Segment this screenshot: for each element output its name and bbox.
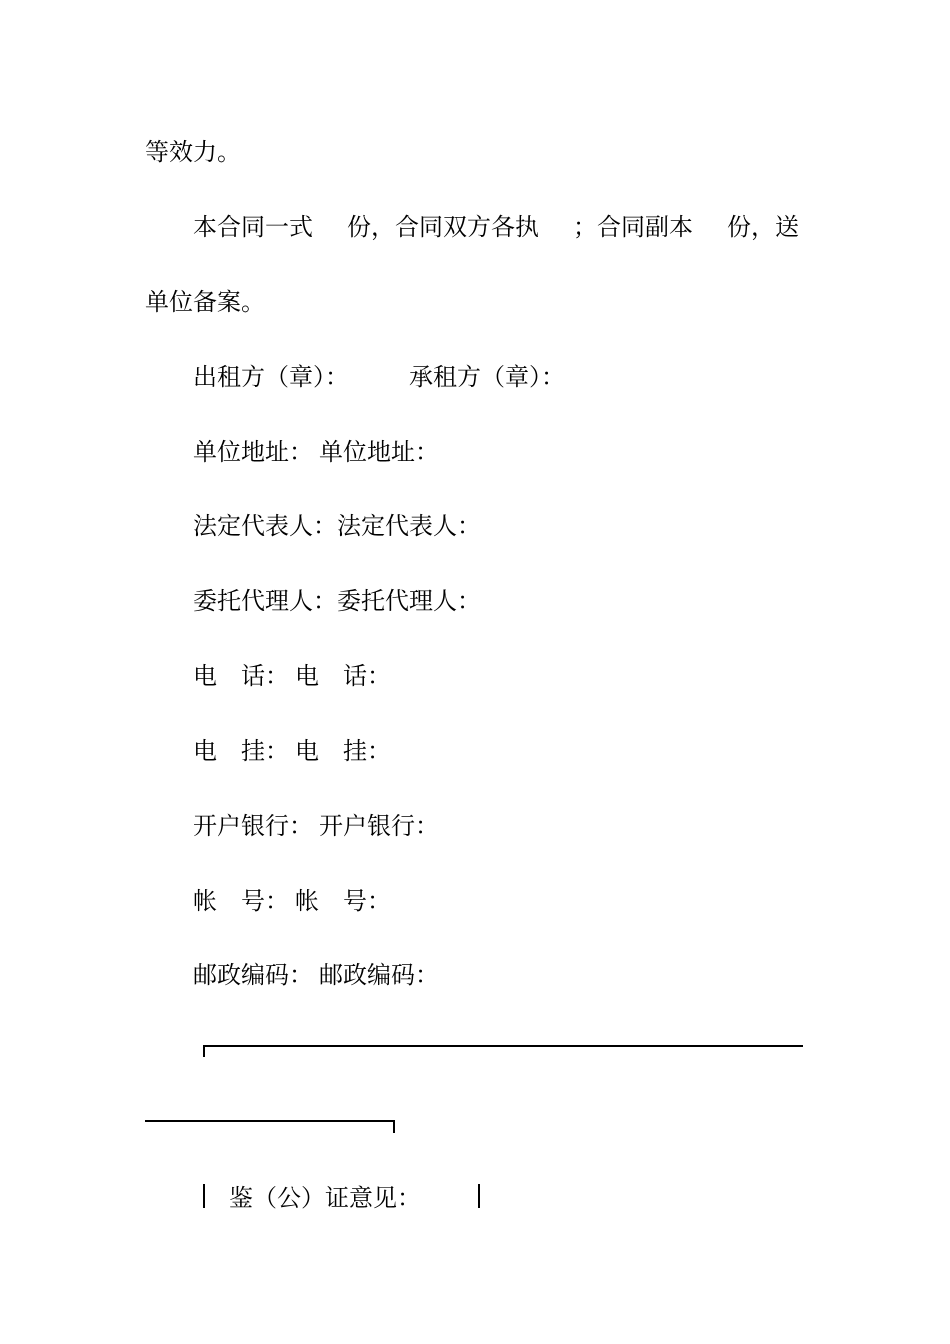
filing-line: 单位备案。	[145, 288, 265, 316]
box-right-border	[478, 1184, 480, 1208]
copies-line	[193, 212, 799, 242]
lessor-seal-label: 出租方（章）：	[193, 363, 349, 391]
bank-line	[193, 811, 439, 841]
text-equal-effect: 等效力。	[145, 138, 241, 166]
copies-part3: ；合同副本	[573, 213, 693, 241]
lessee-seal-label: 承租方（章）：	[409, 363, 565, 391]
address-line	[193, 437, 439, 467]
notary-opinion-label: 鉴（公）证意见：	[229, 1184, 421, 1212]
telegraph-right: 电 挂：	[295, 737, 391, 765]
box-wrap-border	[145, 1120, 395, 1122]
address-right: 单位地址：	[319, 438, 439, 466]
box-top-border	[203, 1045, 803, 1047]
account-left: 帐 号：	[193, 887, 289, 915]
telegraph-left: 电 挂：	[193, 737, 289, 765]
bank-left: 开户银行：	[193, 812, 313, 840]
phone-right: 电 话：	[295, 662, 391, 690]
legal-rep-line	[193, 511, 481, 541]
agent-left: 委托代理人：	[193, 587, 337, 615]
phone-line	[193, 661, 391, 691]
postal-left: 邮政编码：	[193, 961, 313, 989]
copies-part2: 份，合同双方各执	[347, 213, 539, 241]
bank-right: 开户银行：	[319, 812, 439, 840]
copies-part4: 份，送	[727, 213, 799, 241]
postal-line	[193, 960, 439, 990]
account-line	[193, 886, 391, 916]
agent-line	[193, 586, 481, 616]
phone-left: 电 话：	[193, 662, 289, 690]
legal-rep-left: 法定代表人：	[193, 512, 337, 540]
telegraph-line	[193, 736, 391, 766]
postal-right: 邮政编码：	[319, 961, 439, 989]
box-top-right-corner-vertical	[393, 1120, 395, 1133]
agent-right: 委托代理人：	[337, 587, 481, 615]
account-right: 帐 号：	[295, 887, 391, 915]
legal-rep-right: 法定代表人：	[337, 512, 481, 540]
seal-line	[193, 362, 565, 392]
box-left-border	[203, 1184, 205, 1208]
copies-part1: 本合同一式	[193, 213, 313, 241]
address-left: 单位地址：	[193, 438, 313, 466]
